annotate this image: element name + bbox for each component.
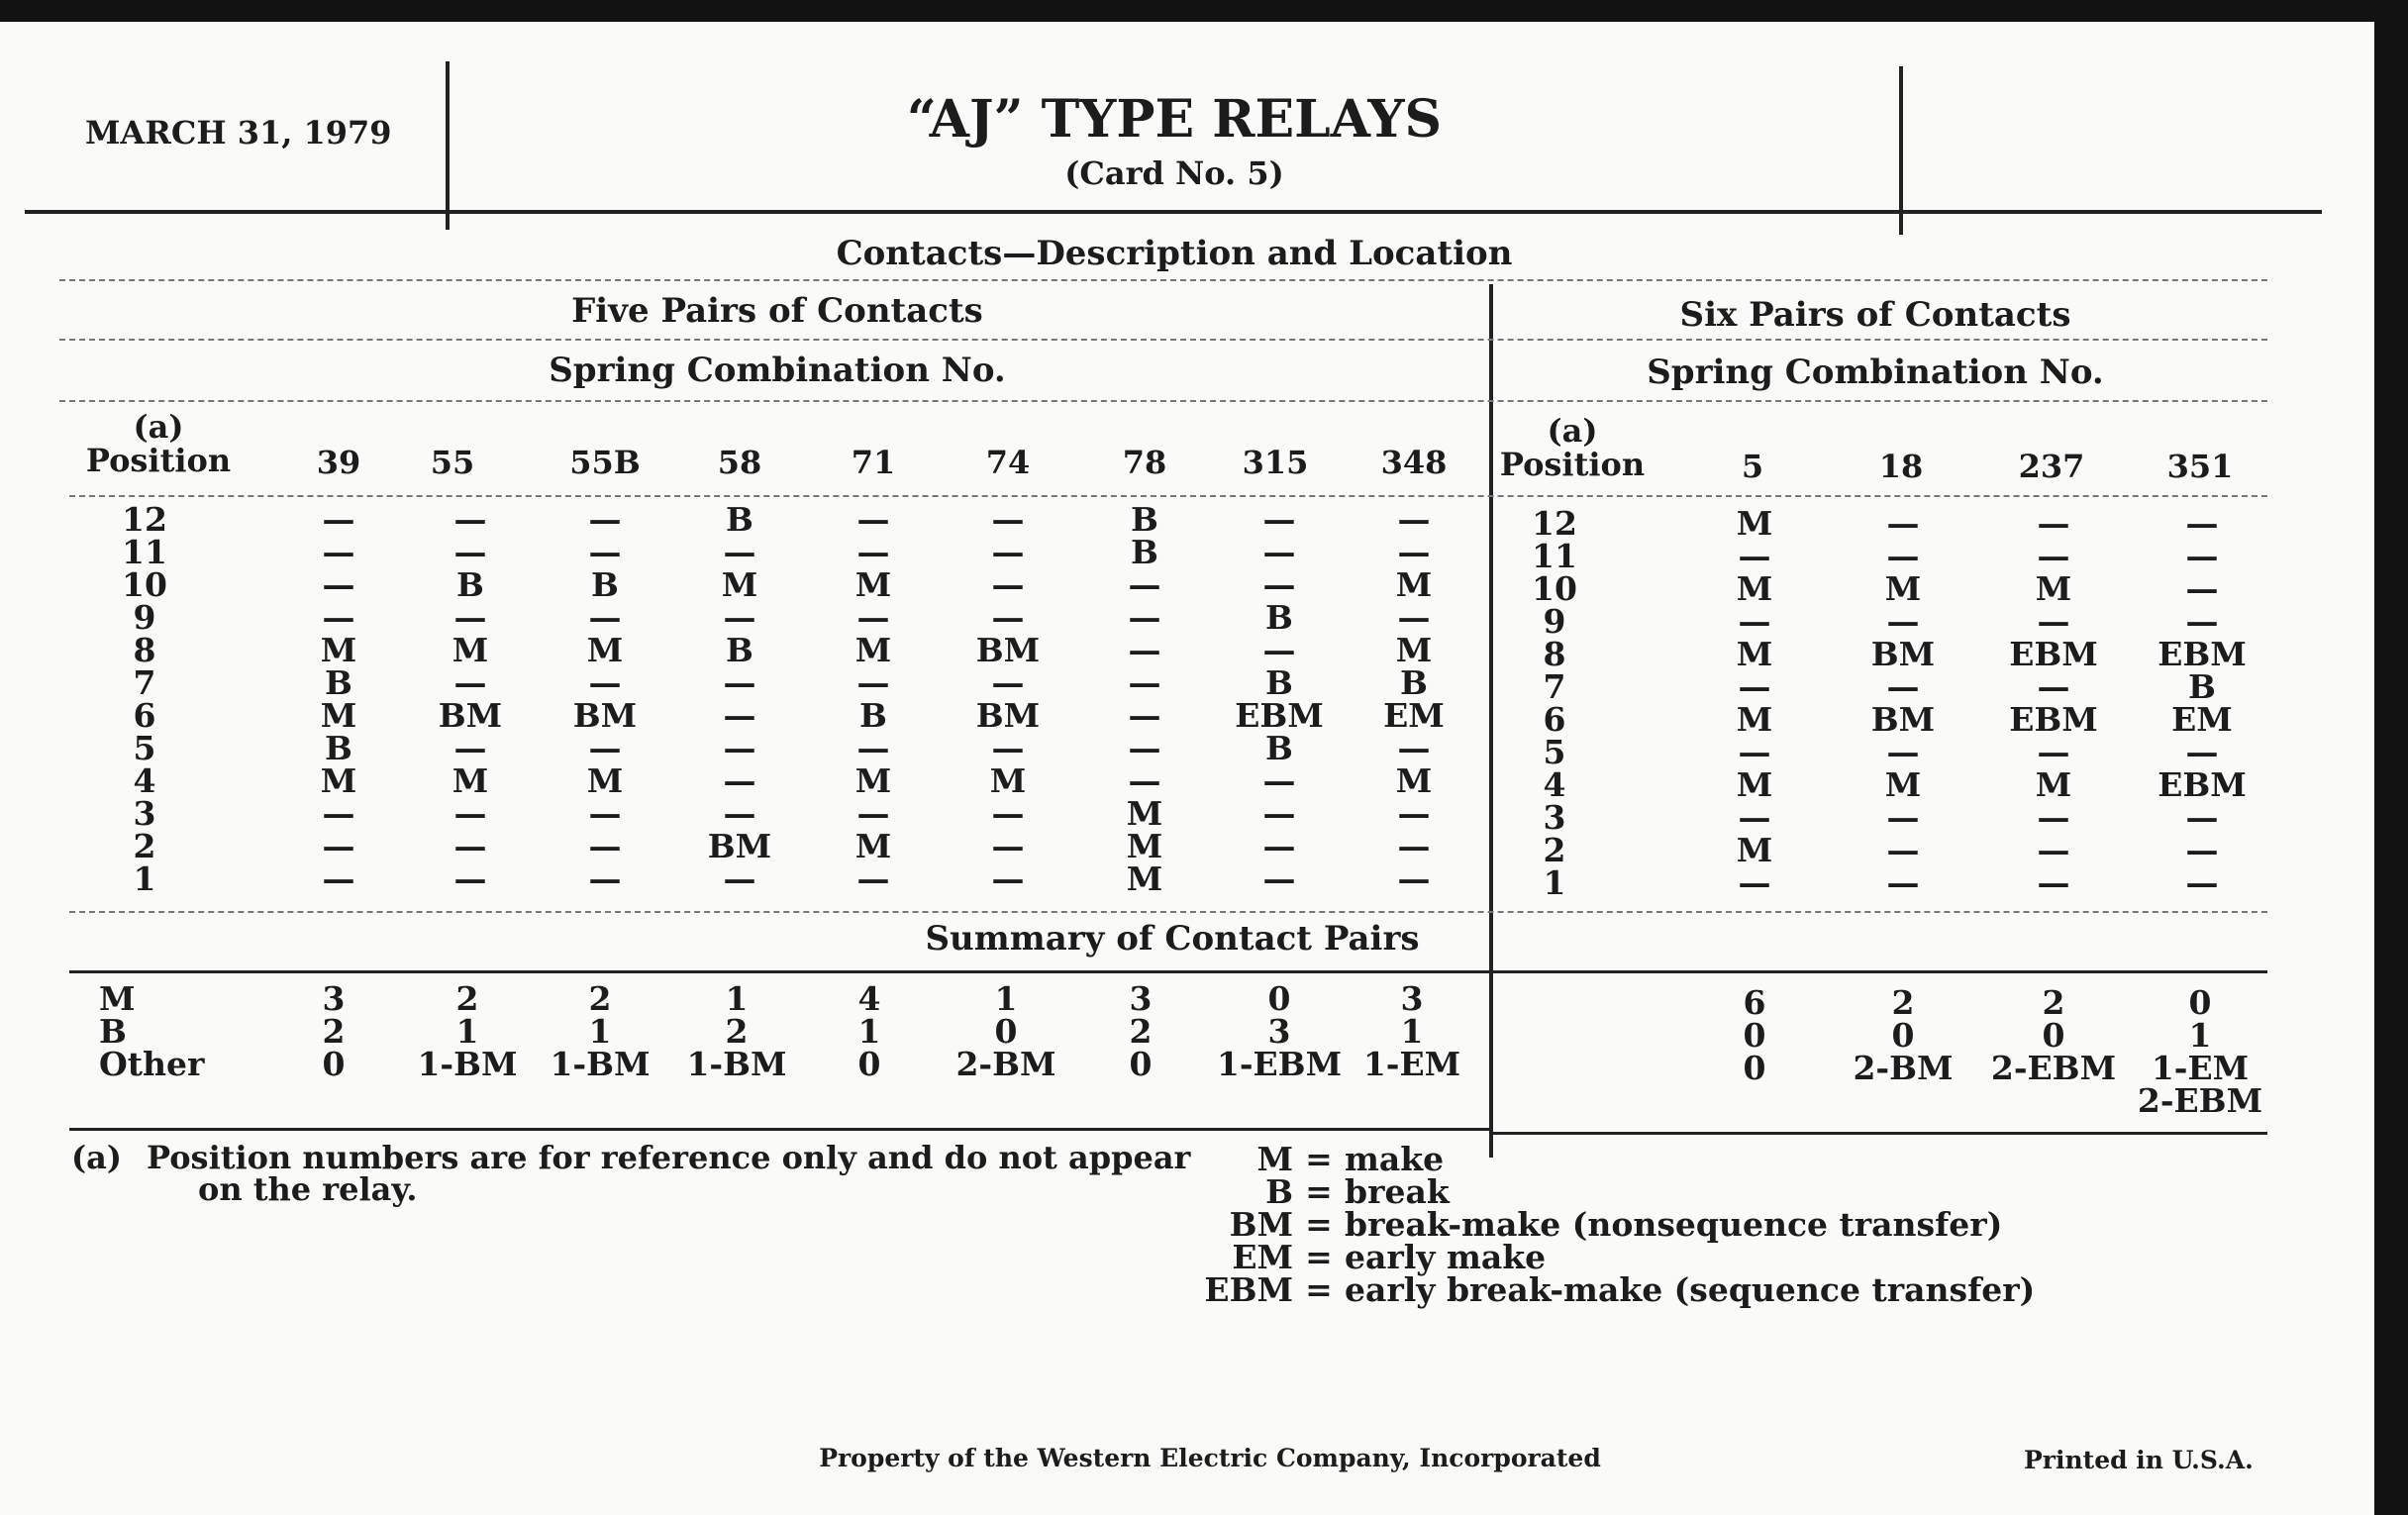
contact-cell: — — [2185, 537, 2219, 575]
column-header-55b: 55B — [569, 444, 641, 481]
contact-cell: — — [1738, 602, 1771, 641]
legend-equals: = — [1305, 1270, 1333, 1309]
position-number: 6 — [133, 696, 156, 735]
contact-cell: — — [322, 565, 355, 604]
position-number: 7 — [1543, 667, 1566, 706]
rule-above-summary — [69, 911, 2267, 913]
rule-under-column-headers — [69, 495, 2267, 497]
column-header-18: 18 — [1878, 448, 1924, 485]
contact-cell: — — [856, 663, 890, 702]
contact-cell: — — [1738, 667, 1771, 706]
contact-cell: M — [320, 631, 357, 669]
contact-cell: — — [588, 598, 622, 637]
contact-cell: — — [723, 598, 756, 637]
summary-cell: 2 — [1891, 983, 1915, 1022]
contact-cell: — — [1738, 733, 1771, 771]
contact-cell: M — [1126, 827, 1163, 865]
legend-code: M — [1256, 1140, 1293, 1178]
contact-cell: — — [2185, 602, 2219, 641]
summary-cell: 1-BM — [686, 1045, 787, 1083]
contact-cell: M — [2035, 569, 2072, 608]
card-date: MARCH 31, 1979 — [85, 114, 392, 152]
contact-cell: — — [588, 729, 622, 767]
contact-cell: M — [989, 761, 1027, 800]
contact-cell: — — [1397, 729, 1431, 767]
position-number: 7 — [133, 663, 156, 702]
legend — [1178, 1140, 2036, 1309]
summary-cell: 2 — [455, 979, 479, 1018]
summary-cell: 1-EM — [1362, 1045, 1461, 1083]
five-position-numbers — [105, 500, 184, 898]
legend-equals: = — [1305, 1172, 1333, 1211]
contact-cell: — — [1886, 667, 1920, 706]
summary-cell: 0 — [1743, 1049, 1766, 1087]
column-header-315: 315 — [1242, 444, 1309, 481]
contact-cell: — — [588, 500, 622, 539]
five-position-header: Position — [85, 442, 232, 479]
contact-cell: M — [1126, 794, 1163, 833]
contact-cell: — — [723, 859, 756, 898]
contact-cell: — — [322, 827, 355, 865]
five-spring-combination: Spring Combination No. — [549, 351, 1006, 390]
contact-cell: — — [856, 729, 890, 767]
contact-cell: — — [2185, 798, 2219, 837]
contact-cell: — — [2185, 504, 2219, 543]
contact-cell: — — [1886, 504, 1920, 543]
summary-cell: 0 — [1129, 1045, 1153, 1083]
contact-cell: M — [452, 631, 489, 669]
contact-cell: M — [854, 565, 892, 604]
position-number: 4 — [133, 761, 156, 800]
contact-cell: M — [1736, 831, 1773, 869]
summary-cell: 0 — [322, 1045, 346, 1083]
contact-cell: — — [991, 500, 1025, 539]
contact-cell: M — [854, 761, 892, 800]
summary-cell: 3 — [322, 979, 346, 1018]
contact-cell: — — [1128, 565, 1161, 604]
summary-cell: 0 — [994, 1012, 1018, 1051]
rule-under-main-title — [59, 279, 2267, 281]
summary-cell: 2 — [2042, 983, 2065, 1022]
contact-cell: — — [2037, 798, 2070, 837]
contact-cell: — — [1262, 859, 1296, 898]
summary-cell: 2-BM — [955, 1045, 1056, 1083]
summary-cell: 0 — [1267, 979, 1291, 1018]
contact-cell: B — [325, 663, 352, 702]
summary-cell: 2-BM — [1853, 1049, 1954, 1087]
summary-cell: 1 — [2188, 1016, 2212, 1055]
position-number: 10 — [122, 565, 167, 604]
summary-cell: 0 — [1891, 1016, 1915, 1055]
summary-cell: 3 — [1267, 1012, 1291, 1051]
contact-cell: — — [1262, 533, 1296, 571]
position-number: 2 — [133, 827, 156, 865]
header-rule — [25, 210, 2322, 214]
contact-cell: BM — [572, 696, 638, 735]
contacts-column-351 — [2123, 504, 2281, 902]
contact-cell: M — [854, 827, 892, 865]
position-number: 1 — [133, 859, 156, 898]
contact-cell: — — [2185, 733, 2219, 771]
summary-cell: 1-BM — [550, 1045, 651, 1083]
contact-cell: — — [1128, 663, 1161, 702]
summary-cell: 1 — [455, 1012, 479, 1051]
contact-cell: — — [1262, 500, 1296, 539]
legend-desc: make — [1345, 1140, 1445, 1178]
position-number: 5 — [133, 729, 156, 767]
contact-cell: B — [591, 565, 619, 604]
column-header-78: 78 — [1122, 444, 1167, 481]
legend-row — [1178, 1270, 2036, 1309]
contact-cell: — — [2185, 831, 2219, 869]
contact-cell: — — [588, 794, 622, 833]
contact-cell: — — [1128, 761, 1161, 800]
six-position-numbers — [1515, 504, 1594, 902]
contact-cell: — — [1397, 500, 1431, 539]
contact-cell: M — [1395, 565, 1433, 604]
contact-cell: B — [726, 500, 753, 539]
position-number: 2 — [1543, 831, 1566, 869]
contact-cell: — — [991, 827, 1025, 865]
contact-cell: M — [1736, 635, 1773, 673]
contact-cell: — — [322, 859, 355, 898]
legend-row — [1178, 1205, 2035, 1244]
contacts-column-18 — [1824, 504, 1982, 902]
contact-cell: M — [320, 761, 357, 800]
table-main-title: Contacts—Description and Location — [836, 234, 1513, 273]
contact-cell: — — [991, 533, 1025, 571]
contact-cell: — — [723, 794, 756, 833]
summary-cell: 1 — [994, 979, 1018, 1018]
rule-under-summary-title — [69, 970, 2267, 973]
contact-cell: B — [1265, 663, 1293, 702]
contact-cell: BM — [975, 696, 1041, 735]
contact-cell: B — [1265, 598, 1293, 637]
contact-cell: EBM — [2009, 635, 2098, 673]
summary-cell: 2 — [588, 979, 612, 1018]
contact-cell: M — [854, 631, 892, 669]
contact-cell: M — [452, 761, 489, 800]
contacts-column-237 — [1974, 504, 2133, 902]
contact-cell: — — [1397, 598, 1431, 637]
contact-cell: — — [588, 859, 622, 898]
contact-cell: — — [991, 729, 1025, 767]
summary-label-m: M — [99, 979, 136, 1018]
column-header-71: 71 — [851, 444, 896, 481]
summary-title: Summary of Contact Pairs — [925, 919, 1420, 959]
legend-code: BM — [1229, 1205, 1293, 1244]
contact-cell: — — [1397, 859, 1431, 898]
contact-cell: B — [1131, 500, 1158, 539]
summary-column-348 — [1313, 979, 1511, 1083]
summary-cell: 2 — [322, 1012, 346, 1051]
contact-cell: — — [1397, 533, 1431, 571]
contact-cell: EM — [1383, 696, 1445, 735]
contact-cell: — — [453, 794, 487, 833]
contact-cell: — — [991, 663, 1025, 702]
summary-labels — [99, 979, 238, 1083]
contact-cell: — — [2037, 504, 2070, 543]
contact-cell: — — [2037, 602, 2070, 641]
contact-cell: — — [322, 794, 355, 833]
card-title: “AJ” TYPE RELAYS — [906, 89, 1443, 150]
contact-cell: — — [856, 598, 890, 637]
legend-equals: = — [1305, 1140, 1333, 1178]
summary-cell: 0 — [1743, 1016, 1766, 1055]
position-number: 10 — [1532, 569, 1577, 608]
contact-cell: — — [1886, 537, 1920, 575]
contact-cell: — — [991, 598, 1025, 637]
contact-cell: — — [1262, 794, 1296, 833]
contact-cell: B — [726, 631, 753, 669]
summary-column-351 — [2101, 983, 2299, 1120]
summary-cell: 1-EM — [2151, 1049, 2250, 1087]
summary-cell: 6 — [1743, 983, 1766, 1022]
contact-cell: — — [991, 859, 1025, 898]
summary-label-b: B — [99, 1012, 127, 1051]
summary-cell: 1-EBM — [1216, 1045, 1343, 1083]
contact-cell: — — [856, 859, 890, 898]
summary-cell: 1 — [725, 979, 749, 1018]
contact-cell: — — [2185, 863, 2219, 902]
contact-cell: M — [2035, 765, 2072, 804]
contact-cell: M — [1736, 504, 1773, 543]
position-number: 3 — [1543, 798, 1566, 837]
contact-cell: M — [1395, 761, 1433, 800]
contact-cell: M — [586, 631, 624, 669]
contact-cell: — — [322, 598, 355, 637]
contact-cell: — — [1128, 696, 1161, 735]
contact-cell: — — [1262, 761, 1296, 800]
column-header-237: 237 — [2018, 448, 2085, 485]
contact-cell: M — [1736, 765, 1773, 804]
contact-cell: — — [991, 565, 1025, 604]
contact-cell: — — [1397, 827, 1431, 865]
contact-cell: — — [1262, 565, 1296, 604]
contact-cell: — — [2037, 733, 2070, 771]
legend-desc: break — [1345, 1172, 1450, 1211]
summary-cell: 1 — [588, 1012, 612, 1051]
five-pairs-title: Five Pairs of Contacts — [571, 291, 983, 331]
contact-cell: B — [1400, 663, 1428, 702]
contact-cell: M — [586, 761, 624, 800]
contact-cell: B — [1131, 533, 1158, 571]
contact-cell: BM — [1870, 635, 1936, 673]
position-number: 9 — [1543, 602, 1566, 641]
summary-cell: 3 — [1129, 979, 1153, 1018]
contact-cell: — — [723, 729, 756, 767]
six-position-header: Position — [1499, 446, 1646, 483]
summary-cell: 0 — [857, 1045, 881, 1083]
contact-cell: — — [453, 827, 487, 865]
legend-row — [1178, 1172, 2035, 1211]
contact-cell: — — [588, 663, 622, 702]
contact-cell: — — [723, 761, 756, 800]
contact-cell: — — [856, 533, 890, 571]
contact-cell: BM — [438, 696, 503, 735]
footnote-line-1: Position numbers are for reference only and do not appear — [147, 1139, 1191, 1176]
position-number: 9 — [133, 598, 156, 637]
contact-cell: — — [322, 533, 355, 571]
column-header-58: 58 — [717, 444, 762, 481]
legend-code: B — [1265, 1172, 1293, 1211]
legend-equals: = — [1305, 1238, 1333, 1276]
contact-cell: B — [859, 696, 887, 735]
contact-cell: — — [1262, 827, 1296, 865]
contact-cell: — — [2037, 537, 2070, 575]
contact-cell: M — [320, 696, 357, 735]
reference-card — [0, 22, 2374, 1515]
position-number: 1 — [1543, 863, 1566, 902]
contact-cell: M — [1395, 631, 1433, 669]
contact-cell: — — [1128, 729, 1161, 767]
position-number: 11 — [1532, 537, 1577, 575]
contact-cell: — — [1886, 733, 1920, 771]
summary-cell: 0 — [2188, 983, 2212, 1022]
contact-cell: — — [2037, 863, 2070, 902]
contact-cell: — — [2037, 831, 2070, 869]
column-header-5: 5 — [1741, 448, 1764, 485]
table-bottom-rule-right — [1491, 1132, 2267, 1135]
contact-cell: — — [588, 827, 622, 865]
footnote-marker: (a) — [71, 1139, 123, 1176]
summary-label-other: Other — [99, 1045, 205, 1083]
contact-cell: — — [723, 663, 756, 702]
contact-cell: — — [453, 859, 487, 898]
contact-cell: M — [721, 565, 758, 604]
legend-desc: early make — [1345, 1238, 1547, 1276]
contact-cell: — — [856, 500, 890, 539]
position-number: 11 — [122, 533, 167, 571]
summary-cell: 2-EBM — [1990, 1049, 2117, 1087]
contact-cell: — — [453, 533, 487, 571]
summary-cell: 4 — [857, 979, 881, 1018]
contact-cell: — — [453, 663, 487, 702]
contact-cell: EBM — [1235, 696, 1324, 735]
legend-row — [1178, 1140, 2035, 1178]
contact-cell: — — [1262, 631, 1296, 669]
contact-cell: — — [2185, 569, 2219, 608]
position-number: 3 — [133, 794, 156, 833]
legend-code: EM — [1232, 1238, 1293, 1276]
contact-cell: EM — [2171, 700, 2233, 739]
column-header-74: 74 — [985, 444, 1031, 481]
footer-property: Property of the Western Electric Company, Incorporated — [819, 1444, 1601, 1472]
contact-cell: EBM — [2009, 700, 2098, 739]
contacts-column-348 — [1335, 500, 1493, 898]
card-subtitle: (Card No. 5) — [1064, 154, 1284, 192]
column-header-351: 351 — [2166, 448, 2234, 485]
contact-cell: BM — [1870, 700, 1936, 739]
position-number: 5 — [1543, 733, 1566, 771]
contacts-column-5 — [1675, 504, 1834, 902]
summary-cell: 1 — [857, 1012, 881, 1051]
contact-cell: BM — [975, 631, 1041, 669]
legend-equals: = — [1305, 1205, 1333, 1244]
contact-cell: — — [856, 794, 890, 833]
contact-cell: — — [1128, 598, 1161, 637]
contact-cell: — — [723, 533, 756, 571]
contact-cell: — — [453, 500, 487, 539]
contact-cell: M — [1884, 765, 1922, 804]
contact-cell: — — [1738, 537, 1771, 575]
column-header-348: 348 — [1380, 444, 1448, 481]
contact-cell: — — [322, 500, 355, 539]
contact-cell: B — [456, 565, 484, 604]
contact-cell: — — [1738, 863, 1771, 902]
contact-cell: — — [2037, 667, 2070, 706]
position-number: 8 — [1543, 635, 1566, 673]
contact-cell: — — [1886, 831, 1920, 869]
position-number: 12 — [1532, 504, 1577, 543]
summary-cell: 2 — [1129, 1012, 1153, 1051]
contact-cell: B — [2188, 667, 2216, 706]
contact-cell: — — [991, 794, 1025, 833]
contact-cell: EBM — [2157, 765, 2247, 804]
contact-cell: — — [453, 598, 487, 637]
six-spring-combination: Spring Combination No. — [1647, 353, 2104, 392]
contact-cell: — — [1886, 798, 1920, 837]
summary-cell: 2-EBM — [2137, 1081, 2263, 1120]
contact-cell: B — [325, 729, 352, 767]
contact-cell: — — [588, 533, 622, 571]
summary-cell: 3 — [1400, 979, 1424, 1018]
contact-cell: — — [1886, 602, 1920, 641]
legend-code: EBM — [1204, 1270, 1293, 1309]
contact-cell: EBM — [2157, 635, 2247, 673]
legend-row — [1178, 1238, 2035, 1276]
contact-cell: — — [723, 696, 756, 735]
summary-cell: 2 — [725, 1012, 749, 1051]
contact-cell: — — [453, 729, 487, 767]
contact-cell: M — [1736, 569, 1773, 608]
table-bottom-rule-left — [69, 1128, 1491, 1131]
contact-cell: — — [1886, 863, 1920, 902]
six-pairs-title: Six Pairs of Contacts — [1679, 295, 2071, 335]
contact-cell: — — [1128, 631, 1161, 669]
contact-cell: — — [1738, 798, 1771, 837]
summary-cell: 1 — [1400, 1012, 1424, 1051]
legend-desc: early break-make (sequence transfer) — [1345, 1270, 2036, 1309]
contact-cell: M — [1736, 700, 1773, 739]
column-header-39: 39 — [316, 444, 361, 481]
contact-cell: M — [1884, 569, 1922, 608]
position-number: 8 — [133, 631, 156, 669]
position-number: 4 — [1543, 765, 1566, 804]
rule-under-spring — [59, 400, 2267, 402]
contact-cell: B — [1265, 729, 1293, 767]
contact-cell: BM — [707, 827, 772, 865]
rule-under-pairs — [59, 339, 2267, 341]
column-header-55: 55 — [430, 444, 475, 481]
footer-printed: Printed in U.S.A. — [2024, 1446, 2254, 1474]
legend-desc: break-make (nonsequence transfer) — [1345, 1205, 2003, 1244]
contact-cell: M — [1126, 859, 1163, 898]
position-number: 12 — [122, 500, 167, 539]
summary-cell: 0 — [2042, 1016, 2065, 1055]
header-divider-left — [446, 61, 450, 230]
contacts-column-74 — [929, 500, 1087, 898]
summary-cell: 1-BM — [417, 1045, 518, 1083]
footnote-line-2: on the relay. — [198, 1170, 418, 1208]
five-position-note: (a) — [133, 408, 184, 446]
position-number: 6 — [1543, 700, 1566, 739]
contact-cell: — — [1397, 794, 1431, 833]
six-position-note: (a) — [1547, 412, 1598, 450]
